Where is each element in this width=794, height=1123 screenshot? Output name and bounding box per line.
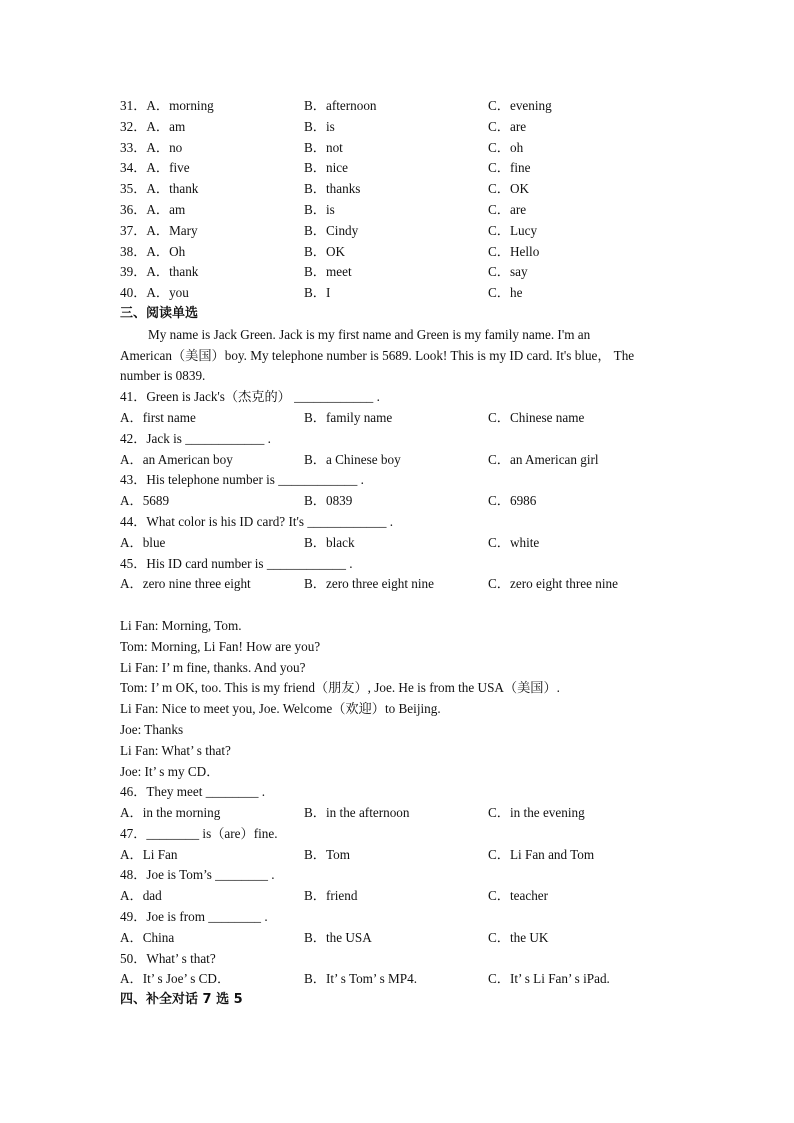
option-b: B．is bbox=[304, 118, 335, 134]
option-row-32 bbox=[120, 117, 680, 138]
option-b: B．a Chinese boy bbox=[304, 451, 401, 467]
option-a: 31．A．morning bbox=[120, 98, 214, 113]
answer-row-44 bbox=[120, 533, 680, 554]
answer-row-48 bbox=[120, 886, 680, 907]
option-b: B．family name bbox=[304, 409, 393, 425]
option-c: C．he bbox=[488, 285, 523, 301]
option-c: C．white bbox=[488, 534, 540, 550]
option-a: A．in the morning bbox=[120, 805, 221, 821]
option-a: 36．A．am bbox=[120, 201, 186, 217]
option-row-40 bbox=[120, 283, 680, 304]
dialogue-line: Li Fan: Morning, Tom. bbox=[120, 617, 242, 633]
option-b: B．afternoon bbox=[304, 98, 377, 113]
option-row-36 bbox=[120, 200, 680, 221]
option-row-34 bbox=[120, 158, 680, 179]
option-c: C．the UK bbox=[488, 929, 549, 945]
option-row-31 bbox=[120, 96, 680, 117]
option-a: 37．A．Mary bbox=[120, 222, 198, 238]
option-b: B．zero three eight nine bbox=[304, 576, 434, 592]
option-a: 40．A．you bbox=[120, 285, 189, 301]
dialogue-line: Tom: I’ m OK, too. This is my friend（朋友）, Joe. He is from the USA（美国）. bbox=[120, 680, 560, 696]
option-c: C．Hello bbox=[488, 243, 540, 259]
section-heading-reading: 三、阅读单选 bbox=[120, 305, 199, 321]
option-c: C．zero eight three nine bbox=[488, 576, 618, 592]
question-48: 48．Joe is Tom’s ________ . bbox=[120, 867, 275, 883]
option-b: B．0839 bbox=[304, 493, 353, 509]
option-a: 39．A．thank bbox=[120, 264, 199, 280]
answer-row-41 bbox=[120, 408, 680, 429]
question-46: 46．They meet ________ . bbox=[120, 784, 266, 800]
question-44: 44．What color is his ID card? It's ____________ . bbox=[120, 513, 394, 529]
question-50: 50．What’ s that? bbox=[120, 950, 216, 966]
option-b: B．friend bbox=[304, 888, 358, 904]
answer-row-43 bbox=[120, 491, 680, 512]
option-c: C．evening bbox=[488, 98, 552, 113]
option-b: B．not bbox=[304, 139, 343, 155]
answer-row-47 bbox=[120, 845, 680, 866]
option-b: B．thanks bbox=[304, 181, 361, 197]
option-b: B．in the afternoon bbox=[304, 805, 410, 821]
option-a: A．China bbox=[120, 929, 175, 945]
option-c: C．It’ s Li Fan’ s iPad. bbox=[488, 971, 610, 987]
question-45: 45．His ID card number is ____________ . bbox=[120, 555, 353, 571]
option-b: B．the USA bbox=[304, 929, 372, 945]
dialogue bbox=[120, 616, 680, 782]
option-c: C．are bbox=[488, 201, 527, 217]
question-43: 43．His telephone number is ____________ . bbox=[120, 472, 364, 488]
passage-line-3: number is 0839. bbox=[120, 368, 206, 384]
option-a: 35．A．thank bbox=[120, 181, 199, 197]
option-c: C．Lucy bbox=[488, 222, 538, 238]
question-49: 49．Joe is from ________ . bbox=[120, 909, 268, 925]
option-c: C．fine bbox=[488, 160, 531, 176]
option-row-33 bbox=[120, 138, 680, 159]
option-a: 32．A．am bbox=[120, 118, 186, 134]
option-b: B．nice bbox=[304, 160, 348, 176]
option-row-37 bbox=[120, 221, 680, 242]
option-a: A．first name bbox=[120, 409, 196, 425]
option-a: 33．A．no bbox=[120, 139, 183, 155]
blank-line bbox=[120, 595, 680, 616]
options-block-31-40 bbox=[120, 96, 680, 304]
option-a: A．blue bbox=[120, 534, 166, 550]
option-a: A．5689 bbox=[120, 493, 170, 509]
option-c: C．Chinese name bbox=[488, 409, 585, 425]
option-b: B．I bbox=[304, 285, 331, 301]
question-41: 41．Green is Jack's（杰克的） ____________ . bbox=[120, 389, 380, 405]
answer-row-42 bbox=[120, 450, 680, 471]
option-c: C．OK bbox=[488, 181, 530, 197]
answer-row-49 bbox=[120, 928, 680, 949]
option-b: B．meet bbox=[304, 264, 352, 280]
option-b: B．Tom bbox=[304, 846, 350, 862]
option-c: C．say bbox=[488, 264, 528, 280]
option-c: C．6986 bbox=[488, 493, 537, 509]
option-row-39 bbox=[120, 262, 680, 283]
option-row-35 bbox=[120, 179, 680, 200]
option-b: B．Cindy bbox=[304, 222, 359, 238]
option-a: A．It’ s Joe’ s CD． bbox=[120, 971, 231, 987]
dialogue-line: Li Fan: I’ m fine, thanks. And you? bbox=[120, 659, 306, 675]
worksheet-page bbox=[120, 96, 680, 1011]
answer-row-46 bbox=[120, 803, 680, 824]
dialogue-line: Tom: Morning, Li Fan! How are you? bbox=[120, 638, 321, 654]
option-b: B．It’ s Tom’ s MP4. bbox=[304, 971, 418, 987]
dialogue-line: Joe: Thanks bbox=[120, 721, 184, 737]
answer-row-45 bbox=[120, 574, 680, 595]
option-a: 34．A．five bbox=[120, 160, 190, 176]
question-42: 42．Jack is ____________ . bbox=[120, 430, 271, 446]
dialogue-line: Joe: It’ s my CD． bbox=[120, 763, 220, 779]
option-b: B．is bbox=[304, 201, 335, 217]
option-c: C．oh bbox=[488, 139, 524, 155]
option-c: C．an American girl bbox=[488, 451, 599, 467]
option-c: C．teacher bbox=[488, 888, 549, 904]
answer-row-50 bbox=[120, 969, 680, 990]
option-a: A．zero nine three eight bbox=[120, 576, 251, 592]
section-heading-dialogue: 四、补全对话 7 选 5 bbox=[120, 992, 243, 1008]
option-c: C．Li Fan and Tom bbox=[488, 846, 595, 862]
option-row-38 bbox=[120, 242, 680, 263]
option-b: B．OK bbox=[304, 243, 346, 259]
question-47: 47．________ is（are）fine. bbox=[120, 825, 278, 841]
option-a: A．Li Fan bbox=[120, 846, 178, 862]
option-b: B．black bbox=[304, 534, 355, 550]
option-a: 38．A．Oh bbox=[120, 243, 186, 259]
dialogue-line: Li Fan: Nice to meet you, Joe. Welcome（欢迎）to Beijing. bbox=[120, 701, 441, 717]
option-c: C．are bbox=[488, 118, 527, 134]
option-c: C．in the evening bbox=[488, 805, 585, 821]
option-a: A．dad bbox=[120, 888, 162, 904]
option-a: A．an American boy bbox=[120, 451, 233, 467]
dialogue-line: Li Fan: What’ s that? bbox=[120, 742, 231, 758]
passage-line-2: American（美国）boy. My telephone number is 5689. Look! This is my ID card. It's blue， The bbox=[120, 347, 635, 363]
passage-line-1: My name is Jack Green. Jack is my first name and Green is my family name. I'm an bbox=[148, 326, 591, 342]
